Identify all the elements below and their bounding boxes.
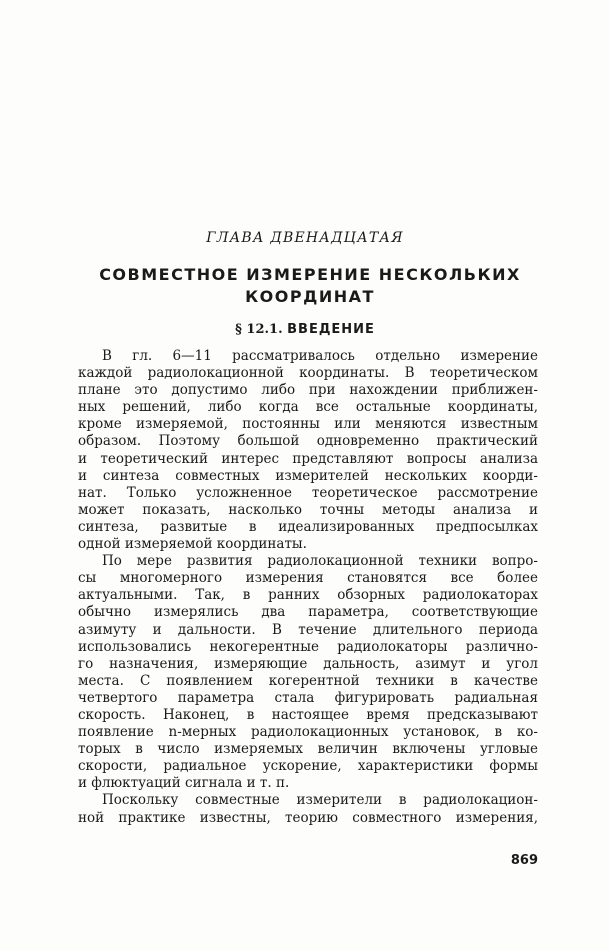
text-line: кроме измеряемой, постоянны или меняются известным: [78, 416, 538, 433]
text-line: скорость. Наконец, в настоящее время предсказывают: [78, 706, 538, 723]
text-line: образом. Поэтому большой одновременно практический: [78, 433, 538, 450]
text-line: По мере развития радиолокационной техники вопро-: [102, 553, 538, 570]
text-line: ной практике известны, теорию совместного измерения,: [78, 809, 538, 826]
section-heading: [0, 322, 610, 337]
chapter-title-line-1: СОВМЕСТНОЕ ИЗМЕРЕНИЕ НЕСКОЛЬКИХ: [99, 265, 521, 284]
text-line: и теоретический интерес представляют вопросы анализа: [78, 450, 538, 467]
page-number: 869: [510, 853, 538, 868]
text-line: го назначения, измеряющие дальность, азимут и угол: [78, 655, 538, 672]
text-line: синтеза, развитые в идеализированных предпосылках: [78, 518, 538, 535]
body-text: [78, 348, 538, 827]
text-line: В гл. 6—11 рассматривалось отдельно измерение: [102, 348, 538, 364]
section-title: ВВЕДЕНИЕ: [287, 322, 375, 337]
text-line: торых в число измеряемых величин включены угловые: [78, 741, 538, 758]
text-line: азимуту и дальности. В течение длительного периода: [78, 621, 538, 638]
text-line: и флюктуаций сигнала и т. п.: [78, 775, 290, 792]
text-line: появление n-мерных радиолокационных установок, в ко-: [78, 724, 538, 741]
chapter-title-line-2: КООРДИНАТ: [245, 287, 375, 306]
text-line: плане это допустимо либо при нахождении приближен-: [78, 382, 538, 399]
chapter-heading: ГЛАВА ДВЕНАДЦАТАЯ: [206, 230, 404, 246]
text-line: сы многомерного измерения становятся все более: [78, 570, 538, 587]
text-line: ных решений, либо когда все остальные координаты,: [78, 399, 538, 416]
text-line: каждой радиолокационной координаты. В теоретическом: [78, 365, 538, 382]
text-line: одной измеряемой координаты.: [78, 536, 307, 553]
text-line: четвертого параметра стала фигурировать радиальная: [78, 689, 538, 706]
text-line: и синтеза совместных измерителей нескольких коорди-: [78, 467, 538, 484]
text-line: места. С появлением когерентной техники в качестве: [78, 672, 538, 689]
section-number: § 12.1.: [235, 322, 283, 337]
chapter-title: [90, 264, 530, 308]
text-line: обычно измерялись два параметра, соответствующие: [78, 604, 538, 621]
text-line: может показать, насколько точны методы анализа и: [78, 501, 538, 518]
text-line: использовались некогерентные радиолокаторы различно-: [78, 638, 538, 655]
text-line: скорости, радиальное ускорение, характеристики формы: [78, 758, 538, 775]
text-line: нат. Только усложненное теоретическое рассмотрение: [78, 484, 538, 501]
text-line: Поскольку совместные измерители в радиолокацион-: [102, 792, 538, 809]
text-line: актуальными. Так, в ранних обзорных радиолокаторах: [78, 587, 538, 604]
